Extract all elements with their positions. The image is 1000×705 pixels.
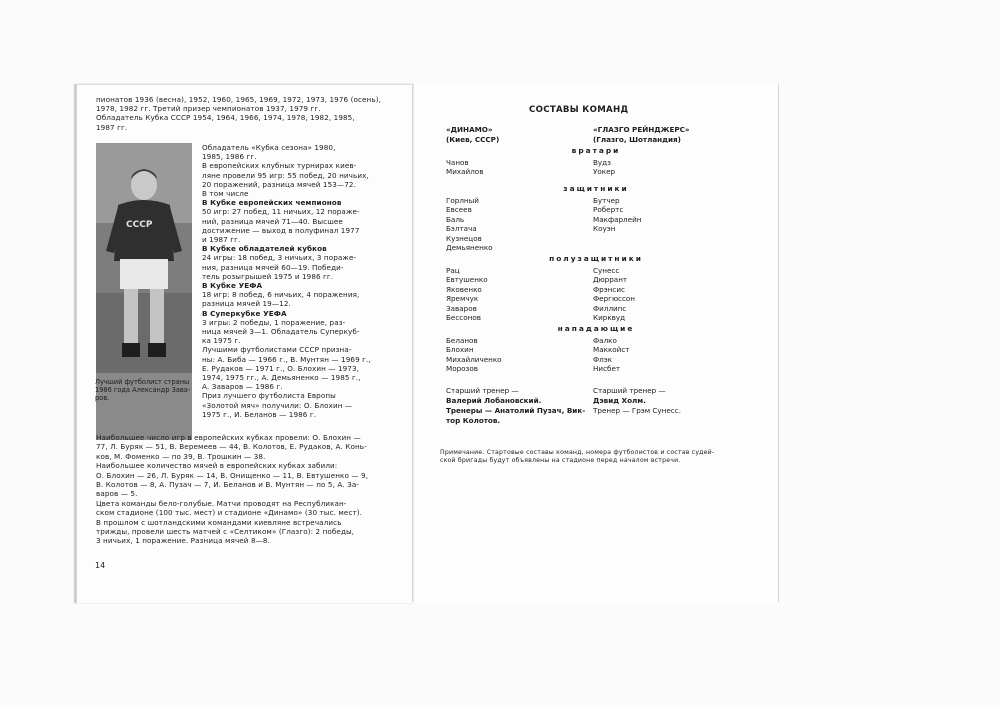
records-line: В. Колотов — 8, А. Пузач — 7, И. Беланов и В. Мунтян — по 5, А. За- bbox=[96, 480, 360, 489]
club-stats-line: 50 игр: 27 побед, 11 ничьих, 12 пораже- bbox=[202, 207, 360, 217]
records-line: О. Блохин — 26, Л. Буряк — 14, В. Онищенко — 11, В. Евтушенко — 9, bbox=[96, 470, 369, 480]
player-name-team-b: Филлипс bbox=[593, 303, 627, 313]
player-name-team-b: Уокер bbox=[593, 167, 616, 177]
team-a-head-coach-label: Старший тренер — bbox=[446, 386, 519, 395]
player-name-team-a: Морозов bbox=[446, 364, 479, 374]
team-b-head-coach-name: Дэвид Холм. bbox=[593, 396, 646, 405]
player-name-team-b: Робертс bbox=[593, 205, 624, 215]
player-name-team-b: Кирквуд bbox=[593, 313, 626, 322]
club-stats-line: 20 поражений, разница мячей 153—72. bbox=[202, 179, 356, 189]
records-line: 3 ничьих, 1 поражение. Разница мячей 8—8. bbox=[96, 536, 270, 546]
club-stats-line: В Кубке обладателей кубков bbox=[202, 244, 327, 254]
player-name-team-a: Евтушенко bbox=[446, 275, 488, 285]
player-name-team-b: Маккойст bbox=[593, 345, 630, 355]
team-a-origin: (Киев, СССР) bbox=[446, 135, 500, 144]
photo-caption: Лучший футболист страны 1986 года Александр Зава- ров. bbox=[95, 378, 191, 402]
player-name-team-a: Горлный bbox=[446, 196, 479, 205]
player-name-team-b: Флэк bbox=[593, 354, 613, 364]
position-heading: вратари bbox=[571, 146, 621, 155]
club-stats-line: ница мячей 3—1. Обладатель Суперкуб- bbox=[202, 327, 360, 336]
intro-line: пионатов 1936 (весна), 1952, 1960, 1965, 1969, 1972, 1973, 1976 (осень), bbox=[96, 95, 381, 104]
records-line: варов — 5. bbox=[96, 489, 138, 499]
team-a-name: «ДИНАМО» bbox=[446, 125, 493, 134]
club-stats-line: «Золотой мяч» получили: О. Блохин — bbox=[202, 400, 353, 410]
page-number: 14 bbox=[95, 561, 106, 570]
player-name-team-a: Демьяненко bbox=[446, 243, 493, 252]
team-b-origin: (Глазго, Шотландия) bbox=[593, 135, 681, 144]
intro-line: Обладатель Кубка СССР 1954, 1964, 1966, 1974, 1978, 1982, 1985, bbox=[96, 113, 355, 123]
intro-line: 1987 гг. bbox=[96, 122, 128, 132]
player-name-team-a: Рац bbox=[446, 266, 460, 275]
records-line: В прошлом с шотландскими командами киевляне встречались bbox=[96, 517, 342, 527]
player-name-team-a: Яремчук bbox=[446, 294, 479, 304]
player-name-team-b: Коуэн bbox=[593, 224, 616, 234]
team-b-assistant-coach: Тренер — Грэм Сунесс. bbox=[593, 406, 681, 415]
club-stats-line: 1985, 1986 гг. bbox=[202, 152, 257, 162]
club-stats-line: ния, разница мячей 60—19. Победи- bbox=[202, 262, 344, 272]
team-b-name: «ГЛАЗГО РЕЙНДЖЕРС» bbox=[593, 125, 690, 134]
player-name-team-a: Кузнецов bbox=[446, 233, 482, 243]
club-stats-line: 3 игры: 2 победы, 1 поражение, раз- bbox=[202, 317, 346, 327]
records-line: Цвета команды бело-голубые. Матчи проводят на Республикан- bbox=[96, 498, 347, 508]
player-name-team-b: Фергюссон bbox=[593, 294, 635, 304]
booklet-spread bbox=[76, 84, 778, 602]
club-stats-line: 1974, 1975 гг., А. Демьяненко — 1985 г., bbox=[202, 373, 361, 382]
player-name-team-a: Чанов bbox=[446, 158, 469, 167]
team-b-head-coach-label: Старший тренер — bbox=[593, 386, 666, 395]
player-photo-image bbox=[96, 143, 192, 373]
club-stats-line: Обладатель «Кубка сезона» 1980, bbox=[202, 143, 336, 152]
right-page bbox=[414, 84, 779, 602]
team-a-assistants-line-2: тор Колотов. bbox=[446, 416, 501, 425]
records-line: Наибольшее количество мячей в европейских кубках забили: bbox=[96, 461, 338, 471]
club-stats-line: разница мячей 19—12. bbox=[202, 299, 291, 309]
club-stats-line: Приз лучшего футболиста Европы bbox=[202, 391, 336, 401]
player-name-team-b: Фрэнсис bbox=[593, 284, 625, 294]
svg-text:СССР: СССР bbox=[126, 220, 153, 230]
club-stats-line: ка 1975 г. bbox=[202, 336, 241, 346]
records-line: ском стадионе (100 тыс. мест) и стадионе «Динамо» (30 тыс. мест). bbox=[96, 508, 363, 518]
player-name-team-a: Бессонов bbox=[446, 313, 481, 322]
club-stats-line: В том числе bbox=[202, 189, 249, 198]
lineups-title: СОСТАВЫ КОМАНД bbox=[529, 105, 629, 115]
club-stats-line: Лучшими футболистами СССР призна- bbox=[202, 345, 352, 355]
records-line: Наибольшее число игр в европейских кубках провели: О. Блохин — bbox=[96, 433, 361, 442]
team-a-head-coach-name: Валерий Лобановский. bbox=[446, 396, 542, 405]
club-stats-line: достижение — выход в полуфинал 1977 bbox=[202, 225, 360, 235]
player-name-team-b: Дюррант bbox=[593, 275, 628, 285]
records-line: ков, М. Фоменко — по 39, В. Трошкин — 38. bbox=[96, 451, 266, 461]
club-stats-line: В Суперкубке УЕФА bbox=[202, 308, 287, 318]
left-page bbox=[76, 84, 415, 603]
position-heading: защитники bbox=[563, 184, 629, 193]
club-stats-line: и 1987 гг. bbox=[202, 235, 241, 244]
player-name-team-a: Блохин bbox=[446, 345, 474, 355]
player-name-team-a: Евсеев bbox=[446, 205, 472, 215]
club-stats-line: В Кубке УЕФА bbox=[202, 281, 263, 290]
club-stats-line: В Кубке европейских чемпионов bbox=[202, 198, 342, 208]
player-name-team-b: Нисбет bbox=[593, 364, 621, 374]
player-name-team-b: Сунесс bbox=[593, 266, 620, 275]
player-name-team-a: Заваров bbox=[446, 303, 477, 313]
club-stats-line: Е. Рудаков — 1971 г., О. Блохин — 1973, bbox=[202, 363, 360, 373]
lineup-note: Примечание. Стартовые составы команд, номера футболистов и состав судей- ской бригады будут объявлены на стадионе перед началом встречи. bbox=[440, 449, 715, 465]
club-stats-line: ны: А. Биба — 1966 г., В. Мунтян — 1969 г., bbox=[202, 354, 371, 364]
player-name-team-a: Беланов bbox=[446, 336, 478, 345]
club-stats-line: 24 игры: 18 побед, 3 ничьих, 3 пораже- bbox=[202, 253, 357, 263]
intro-line: 1978, 1982 гг. Третий призер чемпионатов 1937, 1979 гг. bbox=[96, 104, 321, 114]
player-name-team-b: Макфарлейн bbox=[593, 214, 642, 224]
position-heading: нападающие bbox=[557, 324, 635, 333]
club-stats-line: 18 игр: 8 побед, 6 ничьих, 4 поражения, bbox=[202, 290, 360, 300]
player-name-team-a: Михайличенко bbox=[446, 354, 502, 364]
club-stats-line: тель розыгрышей 1975 и 1986 гг. bbox=[202, 271, 334, 281]
player-name-team-a: Яковенко bbox=[446, 284, 482, 294]
club-stats-line: В европейских клубных турнирах киев- bbox=[202, 161, 357, 171]
records-line: 77, Л. Буряк — 51, В. Веремеев — 44, В. Колотов, Е. Рудаков, А. Конь- bbox=[96, 442, 367, 452]
position-heading: полузащитники bbox=[549, 254, 643, 263]
club-stats-line: 1975 г., И. Беланов — 1986 г. bbox=[202, 409, 317, 419]
player-name-team-b: Вудз bbox=[593, 158, 611, 167]
club-stats-line: ний, разница мячей 71—40. Высшее bbox=[202, 216, 343, 226]
player-name-team-b: Фалко bbox=[593, 336, 617, 345]
club-stats-line: ляне провели 95 игр: 55 побед, 20 ничьих, bbox=[202, 170, 369, 180]
player-name-team-b: Бутчер bbox=[593, 196, 620, 205]
player-name-team-a: Михайлов bbox=[446, 167, 484, 177]
player-name-team-a: Бэлтача bbox=[446, 224, 477, 234]
records-line: трижды, провели шесть матчей с «Селтиком» (Глазго): 2 победы, bbox=[96, 527, 355, 536]
player-name-team-a: Баль bbox=[446, 214, 465, 224]
club-stats-line: А. Заваров — 1986 г. bbox=[202, 382, 283, 392]
team-a-assistants-line-1: Тренеры — Анатолий Пузач, Вик- bbox=[446, 406, 586, 415]
